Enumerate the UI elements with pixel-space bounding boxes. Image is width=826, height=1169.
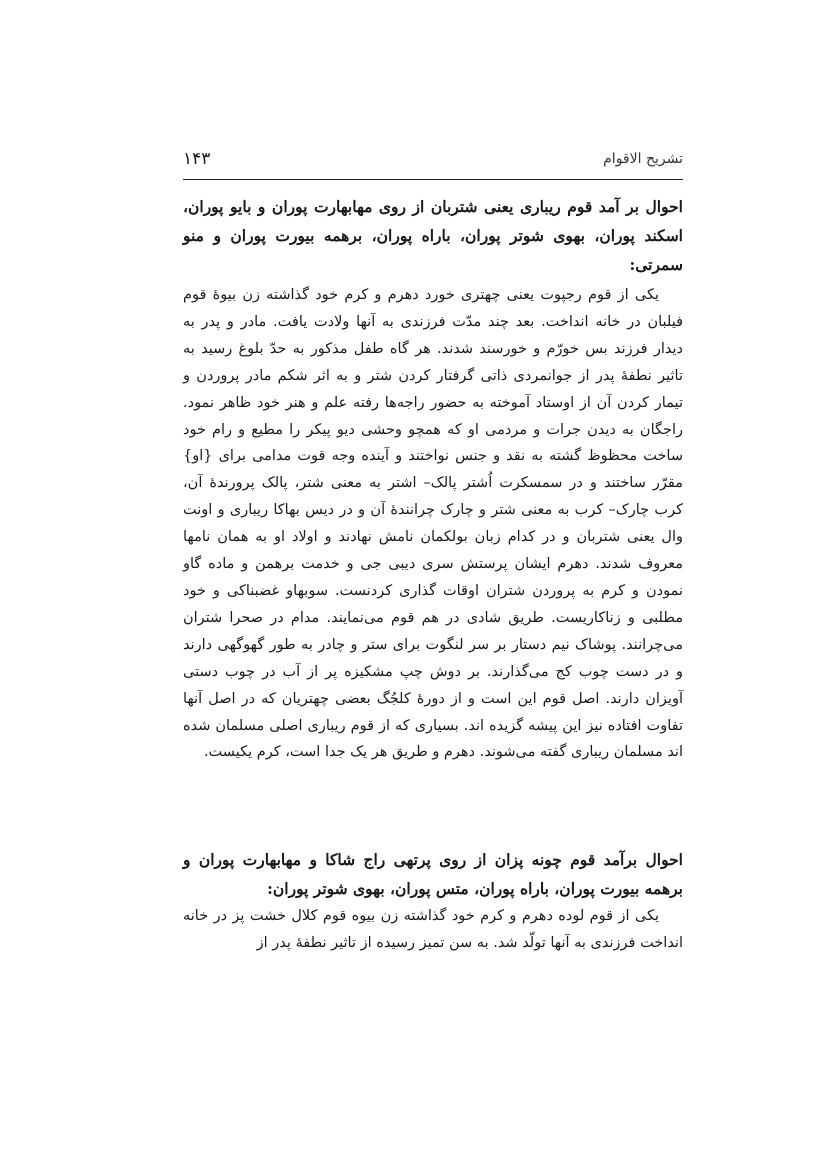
page-number: ۱۴۳ (183, 149, 211, 169)
page-header (183, 147, 683, 175)
section-rebari (183, 192, 683, 766)
section-heading: احوال بر آمد قوم ریباری یعنی شتربان از روی مهابهارت پوران و بایو پوران، اسکند پوران، بهوی شوتر پوران، باراه پوران، برهمه بیورت پوران و منو سمرتی: (183, 197, 683, 274)
section-heading: احوال برآمد قوم چونه پزان از روی پرتهی راج شاکا و مهابهارت پوران و برهمه بیورت پوران، باراه پوران، متس پوران، بهوی شوتر پوران: (183, 850, 683, 898)
section-paragraph: یکی از قوم لوده دهرم و کرم خود گذاشته زن بیوه قوم کلال خشت پز در خانه انداخت فرزندی به آنها تولّد شد. به سن تمیز رسیده از تاثیر نطفهٔ پدر از (183, 908, 683, 951)
section-paragraph: یکی از قوم رجپوت یعنی چهتری خورد دهرم و کرم خود گذاشته زن بیوهٔ قوم فیلبان در خانه انداخت. بعد چند مدّت فرزندی به آنها ولادت یافت. مادر و پدر به دیدار فرزند بس خورّم و خورسند شدند. هر گاه طفل مذکور به حدّ بلوغ رسید به تاثیر نطفهٔ پدر از جوانمردی ذاتی گرفتار کردن شتر و به اثر شکم مادر پروردن و تیمار کردن آن از اوستاد آموخته به حضور راجه‌ها رفته علم و هنر خود ظاهر نمود. راجگان به دیدن جرات و مردمی او که همچو وحشی دیو پیکر را مطیع و رام خود ساخت محظوظ گشته به نقد و جنس نواختند و آینده وجه قوت مدامی برای {او} مقرّر ساختند و در سمسکرت اُشتر پالک– اشتر به معنی شتر، پالک پرورندهٔ آن، کرب چارک– کرب به معنی شتر و چارک چرانندهٔ آن و در دیس بهاکا ریباری و اونت وال یعنی شتربان و در کدام زبان بولکمان نامش نهادند و اولاد او به همان نامها معروف شدند. دهرم ایشان پرستش سری دیبی جی و خدمت برهمن و ماده گاو نمودن و کرم به پروردن شتران اوقات گذاری کردنست. سوبهاو غضبناکی و خود مطلبی و زناکاریست. طریق شادی در هم قوم می‌نمایند. مدام در صحرا شتران می‌چرانند. پوشاک نیم دستار بر سر لنگوت برای ستر و چادر به طور گهوگهی دارند و در دست چوب کج می‌گذارند. بر دوش چپ مشکیزه پر از آب در چوب دستی آویزان دارند. اصل قوم این است و از دورهٔ کلجُگ بعضی چهتریان که در اصل آنها تفاوت افتاده نیز این پیشه گزیده اند. بسیاری که از قوم ریباری اصلی مسلمان شده اند مسلمان ریباری گفته می‌شوند. دهرم و طریق هر یک جدا است، کرم یکیست. (183, 287, 683, 761)
section-chuna-pazan (183, 845, 683, 957)
header-divider (183, 179, 683, 180)
running-title: تشریح الاقوام (603, 151, 683, 167)
